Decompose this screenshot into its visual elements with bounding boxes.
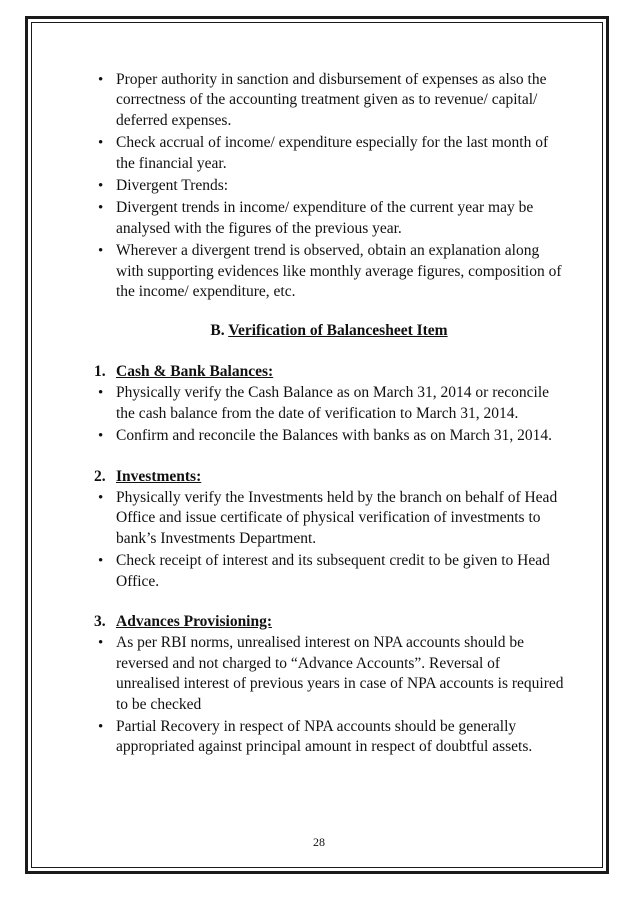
- list-item: [94, 426, 564, 446]
- bullet-icon: •: [98, 428, 104, 445]
- bullet-icon: •: [98, 243, 104, 260]
- bullet-icon: •: [98, 72, 104, 88]
- list-item: [94, 176, 564, 196]
- list-item: [94, 551, 564, 592]
- list-item-text: Partial Recovery in respect of NPA accounts should be generally appropriated against principal amount in respect of doubtful assets.: [116, 717, 533, 756]
- bullet-icon: •: [98, 385, 104, 402]
- section-title: Cash & Bank Balances:: [116, 362, 274, 380]
- section-heading-advances: [94, 612, 564, 632]
- bullet-icon: •: [98, 553, 104, 570]
- top-bullet-list: [94, 70, 564, 302]
- document-body: [94, 70, 564, 760]
- cash-bullet-list: [94, 383, 564, 446]
- section-b-title: Verification of Balancesheet Item: [228, 322, 448, 340]
- list-item: [94, 198, 564, 239]
- bullet-icon: •: [98, 135, 104, 152]
- bullet-icon: •: [98, 718, 104, 735]
- list-item-text: Divergent trends in income/ expenditure of the current year may be analysed with the figures of the previous year.: [116, 199, 534, 237]
- list-item: [94, 70, 564, 131]
- list-item: [94, 133, 564, 174]
- list-item-text: Confirm and reconcile the Balances with banks as on March 31, 2014.: [116, 427, 553, 445]
- bullet-icon: •: [98, 200, 104, 217]
- section-heading-investments: [94, 467, 564, 487]
- bullet-icon: •: [98, 178, 104, 195]
- list-item-text: Divergent Trends:: [116, 177, 229, 195]
- section-heading-cash: [94, 362, 564, 382]
- list-item-text: Proper authority in sanction and disbursement of expenses as also the correctness of the accounting treatment given as to revenue/ capital/ deferred expenses.: [116, 71, 547, 129]
- list-item: [94, 633, 564, 715]
- section-b-prefix: B.: [210, 322, 225, 340]
- advances-bullet-list: [94, 633, 564, 757]
- list-item: [94, 717, 564, 758]
- list-item: [94, 241, 564, 302]
- spacer: [94, 594, 564, 612]
- list-item: [94, 383, 564, 424]
- spacer: [94, 449, 564, 467]
- investments-bullet-list: [94, 488, 564, 592]
- list-item-text: Wherever a divergent trend is observed, obtain an explanation along with supporting evidences like monthly average figures, composition of the income/ expenditure, etc.: [116, 242, 562, 301]
- list-item: [94, 488, 564, 549]
- list-item-text: Check accrual of income/ expenditure especially for the last month of the financial year.: [116, 134, 549, 172]
- section-title: Investments:: [116, 467, 202, 485]
- list-item-text: Physically verify the Investments held by the branch on behalf of Head Office and issue certificate of physical verification of investments to bank’s Investments Department.: [116, 488, 558, 547]
- bullet-icon: •: [98, 635, 104, 652]
- section-title: Advances Provisioning:: [116, 612, 273, 630]
- section-number: 1.: [94, 362, 106, 380]
- list-item-text: Physically verify the Cash Balance as on March 31, 2014 or reconcile the cash balance from the date of verification to March 31, 2014.: [116, 384, 550, 422]
- section-number: 3.: [94, 612, 106, 630]
- list-item-text: Check receipt of interest and its subsequent credit to be given to Head Office.: [116, 552, 550, 590]
- bullet-icon: •: [98, 489, 104, 506]
- page-number: 28: [313, 835, 325, 849]
- section-number: 2.: [94, 467, 106, 485]
- list-item-text: As per RBI norms, unrealised interest on NPA accounts should be reversed and not charged to “Advance Accounts”. Reversal of unrealised interest of previous years in case of NPA accounts is required to be checked: [116, 634, 564, 713]
- section-b-heading: [94, 321, 564, 341]
